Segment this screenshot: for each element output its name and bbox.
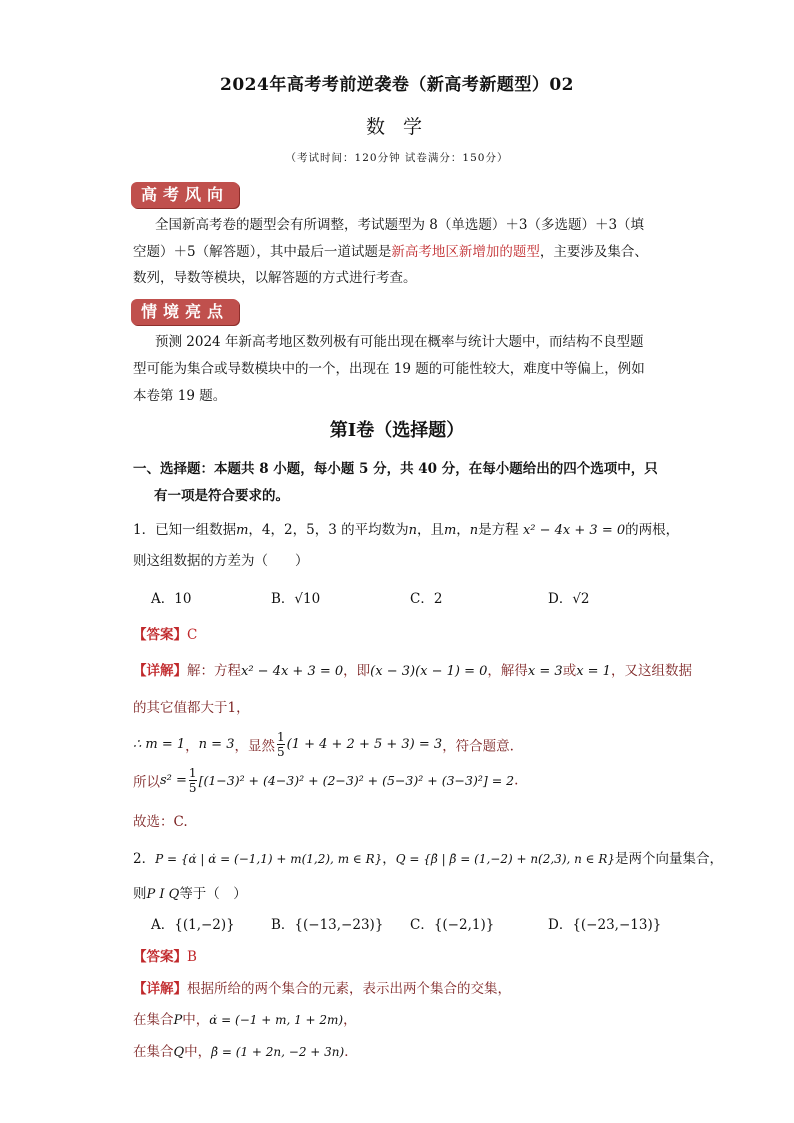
trend-badge — [131, 182, 239, 208]
q1-detail-line-5: 故选：C. — [133, 814, 188, 830]
q1-detail-text-ok: ，符合题意. — [442, 738, 514, 755]
q2-detail-middle-2: 中， — [184, 1044, 212, 1060]
q2-stem-line-2 — [133, 882, 247, 902]
q1-fraction-2-denominator: 5 — [188, 781, 197, 795]
q1-var-m-2: m — [443, 523, 457, 538]
trend-line-2-start: 空题）＋5（解答题），其中最后一道试题是 — [133, 244, 392, 260]
q1-detail-line-4 — [133, 766, 518, 802]
q1-detail-variance-expr: [(1−3)² + (4−3)² + (2−3)² + (5−3)² + (3−3)²] = 2 — [198, 773, 515, 788]
q1-option-c: C．2 — [410, 591, 443, 607]
q1-var-m: m — [236, 523, 249, 538]
q1-detail-fraction-1 — [277, 730, 285, 759]
q2-option-d: D．{(−23,−13)} — [548, 917, 662, 933]
q1-detail-line-1 — [133, 659, 692, 679]
q1-detail-label: 【详解】 — [133, 663, 187, 679]
q2-detail-line-3 — [133, 1040, 358, 1060]
q2-answer-value: B — [187, 949, 197, 965]
q2-stem-text-equals: 等于（ ） — [179, 886, 247, 902]
q2-answer — [133, 945, 197, 965]
trend-line-2 — [133, 239, 648, 265]
q2-detail-label: 【详解】 — [133, 981, 187, 997]
q1-detail-fraction-2 — [189, 766, 197, 795]
q1-option-b: B．√10 — [271, 591, 321, 607]
q1-stem-line-2: 则这组数据的方差为（ ） — [133, 553, 309, 569]
highlight-line-2: 型可能为集合或导数模块中的一个，出现在 19 题的可能性较大，难度中等偏上，例如 — [133, 361, 645, 377]
q2-detail-in-set-2: 在集合 — [133, 1044, 174, 1060]
q1-detail-text-so: 所以 — [133, 774, 160, 791]
q1-detail-eq-4: x = 1 — [576, 664, 611, 679]
q1-stem-text-b: ，4，2，5，3 的平均数为 — [248, 522, 409, 538]
q1-comma: ， — [456, 522, 470, 538]
q2-option-b: B．{(−13,−23)} — [271, 917, 384, 933]
q1-detail-line-3 — [133, 730, 514, 766]
highlight-badge-label: 情境亮点 — [140, 302, 229, 321]
q1-detail-mean-expr: (1 + 4 + 2 + 5 + 3) = 3 — [286, 737, 443, 752]
q1-detail-text-a: 解：方程 — [187, 663, 241, 679]
trend-line-3: 数列，导数等模块，以解答题的方式进行考查。 — [133, 270, 417, 286]
q2-detail-beta-expr: β̇ = (1 + 2n, −2 + 3n) — [211, 1045, 345, 1059]
exam-info: （考试时间：120分钟 试卷满分：150分） — [285, 152, 509, 164]
q1-detail-comma: ， — [185, 738, 199, 755]
q2-detail-set-p: P — [173, 1013, 183, 1028]
q2-intersection-expr: P I Q — [146, 887, 180, 902]
q2-detail-middle: 中， — [182, 1012, 210, 1028]
q2-set-p: P = {α̇ | α̇ = (−1,1) + m(1,2), m ∈ R} — [155, 852, 383, 866]
q1-fraction-denominator: 5 — [276, 745, 285, 759]
q2-detail-line-1 — [133, 977, 511, 997]
q1-detail-n-value: n = 3 — [198, 737, 235, 752]
exam-title: 2024年高考考前逆袭卷（新高考新题型）02 — [220, 75, 574, 95]
q1-option-d: D．√2 — [548, 591, 590, 607]
q2-stem-line-1 — [133, 847, 723, 867]
q1-stem-text-d: 是方程 — [478, 522, 519, 538]
section-title: 第Ⅰ卷（选择题） — [329, 420, 465, 441]
q2-detail-line-2 — [133, 1008, 357, 1028]
trend-highlight-text: 新高考地区新增加的题型 — [391, 244, 540, 260]
q2-detail-alpha-expr: α̇ = (−1 + m, 1 + 2m) — [209, 1013, 344, 1027]
q1-stem-text-e: 的两根， — [625, 522, 680, 538]
q1-detail-eq-1: x² − 4x + 3 = 0 — [241, 664, 344, 679]
highlight-line-3: 本卷第 19 题。 — [133, 388, 227, 404]
q1-fraction-2-numerator: 1 — [188, 766, 197, 780]
q1-detail-eq-3: x = 3 — [527, 664, 563, 679]
q2-detail-comma: ， — [343, 1012, 357, 1028]
q1-option-a: A．10 — [151, 591, 192, 607]
subject-title: 数 学 — [365, 116, 429, 138]
q1-fraction-numerator: 1 — [276, 730, 285, 744]
trend-line-2-end: ，主要涉及集合、 — [539, 244, 648, 260]
q1-detail-text-d: 或 — [562, 663, 577, 679]
q1-var-n-2: n — [469, 523, 479, 538]
q1-answer-label: 【答案】 — [133, 627, 187, 643]
q1-detail-eq-2: (x − 3)(x − 1) = 0 — [370, 664, 488, 679]
q2-set-q: Q = {β̇ | β̇ = (1,−2) + n(2,3), n ∈ R} — [395, 852, 616, 866]
q1-detail-line-2: 的其它值都大于1， — [133, 700, 250, 716]
q2-option-a: A．{(1,−2)} — [151, 917, 235, 933]
q1-detail-period: . — [514, 772, 519, 789]
highlight-badge — [131, 299, 239, 325]
q2-detail-period: ． — [344, 1044, 358, 1060]
q1-detail-text-obviously: ，显然 — [234, 738, 275, 755]
trend-badge-label: 高考风向 — [140, 185, 229, 204]
highlight-line-1: 预测 2024 年新高考地区数列极有可能出现在概率与统计大题中，而结构不良型题 — [155, 334, 644, 350]
q1-answer-value: C — [187, 627, 198, 643]
q1-stem-text-a: 1．已知一组数据 — [133, 522, 237, 538]
q2-detail-set-q: Q — [173, 1045, 185, 1060]
q2-detail-text: 根据所给的两个集合的元素，表示出两个集合的交集， — [187, 981, 511, 997]
q2-detail-in-set: 在集合 — [133, 1012, 174, 1028]
q2-separator: ， — [382, 851, 396, 867]
q2-number: 2． — [133, 851, 156, 867]
q1-detail-variance-symbol: s² = — [160, 773, 187, 788]
q1-detail-m-value: ∴ m = 1 — [133, 737, 186, 752]
section-instruction-1: 一、选择题：本题共 8 小题，每小题 5 分，共 40 分，在每小题给出的四个选项中，只 — [133, 461, 658, 477]
section-instruction-2: 有一项是符合要求的。 — [154, 488, 289, 504]
q1-answer — [133, 623, 197, 643]
q1-detail-text-b: ，即 — [343, 663, 371, 679]
q1-stem-line-1 — [133, 518, 679, 538]
q2-stem-text-then: 则 — [133, 886, 147, 902]
q2-option-c: C．{(−2,1)} — [410, 917, 495, 933]
q2-stem-text: 是两个向量集合， — [615, 851, 724, 867]
q1-stem-text-c: ，且 — [416, 522, 444, 538]
q1-detail-text-c: ，解得 — [487, 663, 528, 679]
q2-answer-label: 【答案】 — [133, 949, 187, 965]
q1-var-n: n — [408, 523, 417, 538]
q1-equation: x² − 4x + 3 = 0 — [522, 523, 626, 538]
trend-line-1: 全国新高考卷的题型会有所调整，考试题型为 8（单选题）＋3（多选题）＋3（填 — [155, 217, 645, 233]
q1-detail-text-e: ，又这组数据 — [610, 663, 692, 679]
